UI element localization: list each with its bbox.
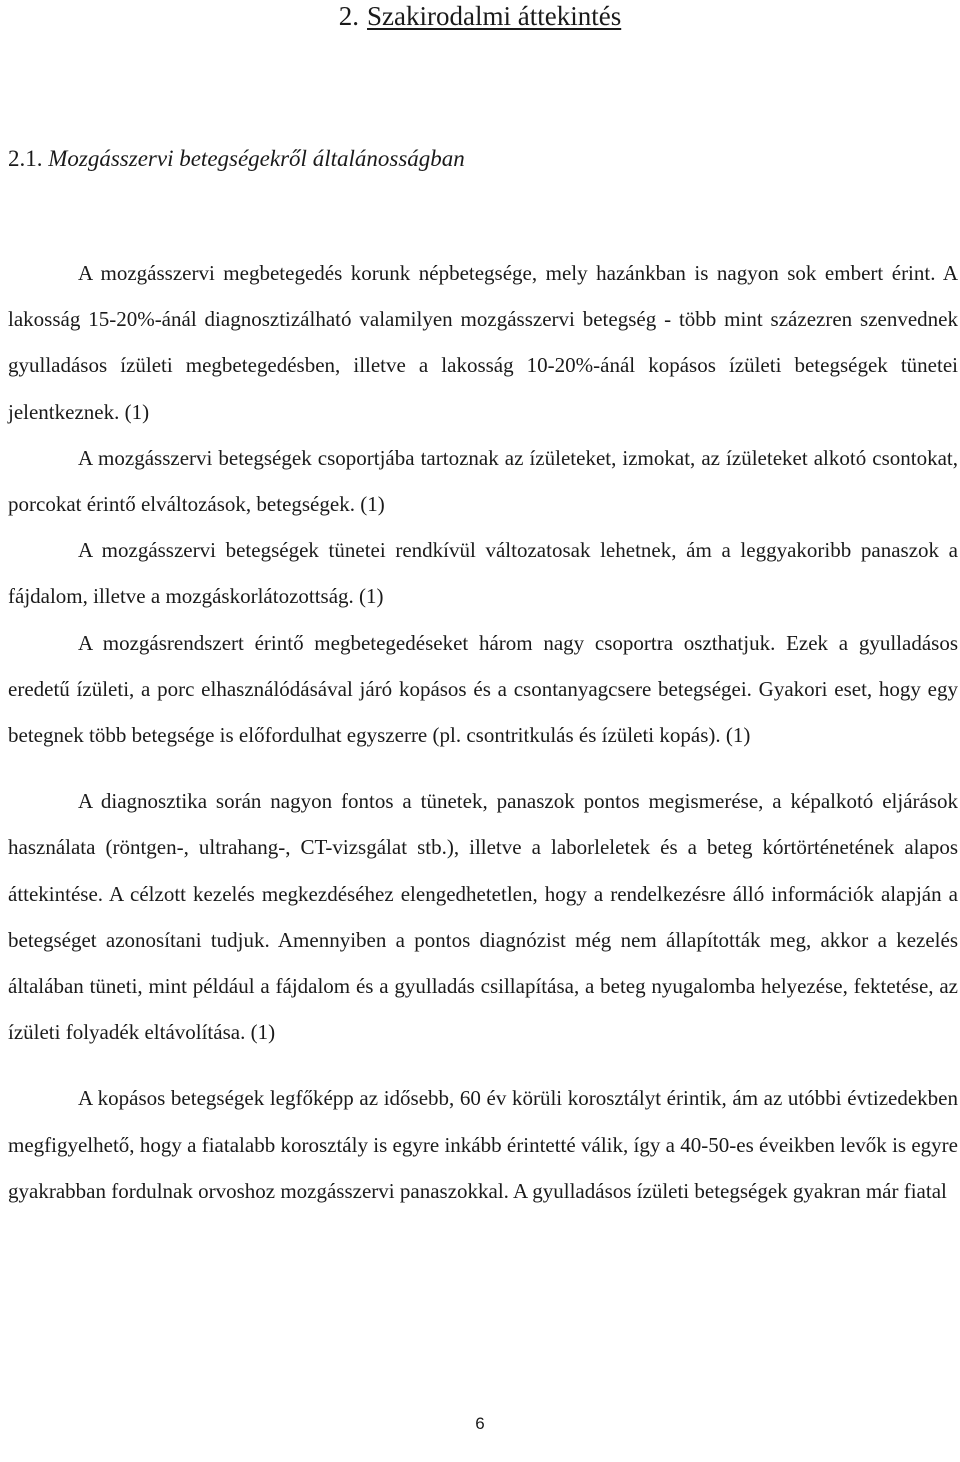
section-title-text: Mozgásszervi betegségekről általánosságban [48,146,465,171]
paragraph-4: A mozgásrendszert érintő megbetegedéseket három nagy csoportra oszthatjuk. Ezek a gyulladásos eredetű ízületi, a porc elhasználódásával járó kopásos és a csontanyagcsere betegségei. Gyakori eset, hogy egy betegnek több betegsége is előfordulhat egyszerre (pl. csontritkulás és ízületi kopás). (1) [8,630,958,748]
paragraph-2: A mozgásszervi betegségek csoportjába tartoznak az ízületeket, izmokat, az ízületeket alkotó csontokat, porcokat érintő elváltozások, betegségek. (1) [8,445,958,517]
chapter-number: 2. [338,1,360,31]
paragraph-5: A diagnosztika során nagyon fontos a tünetek, panaszok pontos megismerése, a képalkotó eljárások használata (röntgen-, ultrahang-, CT-vizsgálat stb.), illetve a laborleletek és a beteg kórtörténetének alapos áttekintése. A célzott kezelés megkezdéséhez elengedhetetlen, hogy a rendelkezésre álló információk alapján a betegséget azonosítani tudjuk. Amennyiben a pontos diagnózist még nem állapították meg, akkor a kezelés általában tüneti, mint például a fájdalom és a gyulladás csillapítása, a beteg nyugalomba helyezése, fektetése, az ízületi folyadék eltávolítása. (1) [8,789,958,1045]
paragraph-3: A mozgásszervi betegségek tünetei rendkívül változatosak lehetnek, ám a leggyakoribb panaszok a fájdalom, illetve a mozgáskorlátozottság. (1) [8,538,958,609]
document-body [8,250,958,1214]
chapter-title [0,0,960,32]
paragraph-6: A kopásos betegségek legfőképp az idősebb, 60 év körüli korosztályt érintik, ám az utóbbi évtizedekben megfigyelhető, hogy a fiatalabb korosztály is egyre inkább érintetté válik, így a 40-50-es éveikben levők is egyre gyakrabban fordulnak orvoshoz mozgásszervi panaszokkal. A gyulladásos ízületi betegségek gyakran már fiatal [8,1086,958,1203]
chapter-title-text: Szakirodalmi áttekintés [367,1,622,31]
section-number: 2.1. [8,146,43,171]
paragraph-1: A mozgásszervi megbetegedés korunk népbetegsége, mely hazánkban is nagyon sok embert érint. A lakosság 15-20%-ánál diagnosztizálható valamilyen mozgásszervi betegség - több mint százezren szenvednek gyulladásos ízületi megbetegedésben, illetve a lakosság 10-20%-ánál kopásos ízületi betegségek tünetei jelentkeznek. (1) [8,261,958,424]
section-title [8,143,465,175]
page-number: 6 [475,1414,485,1433]
